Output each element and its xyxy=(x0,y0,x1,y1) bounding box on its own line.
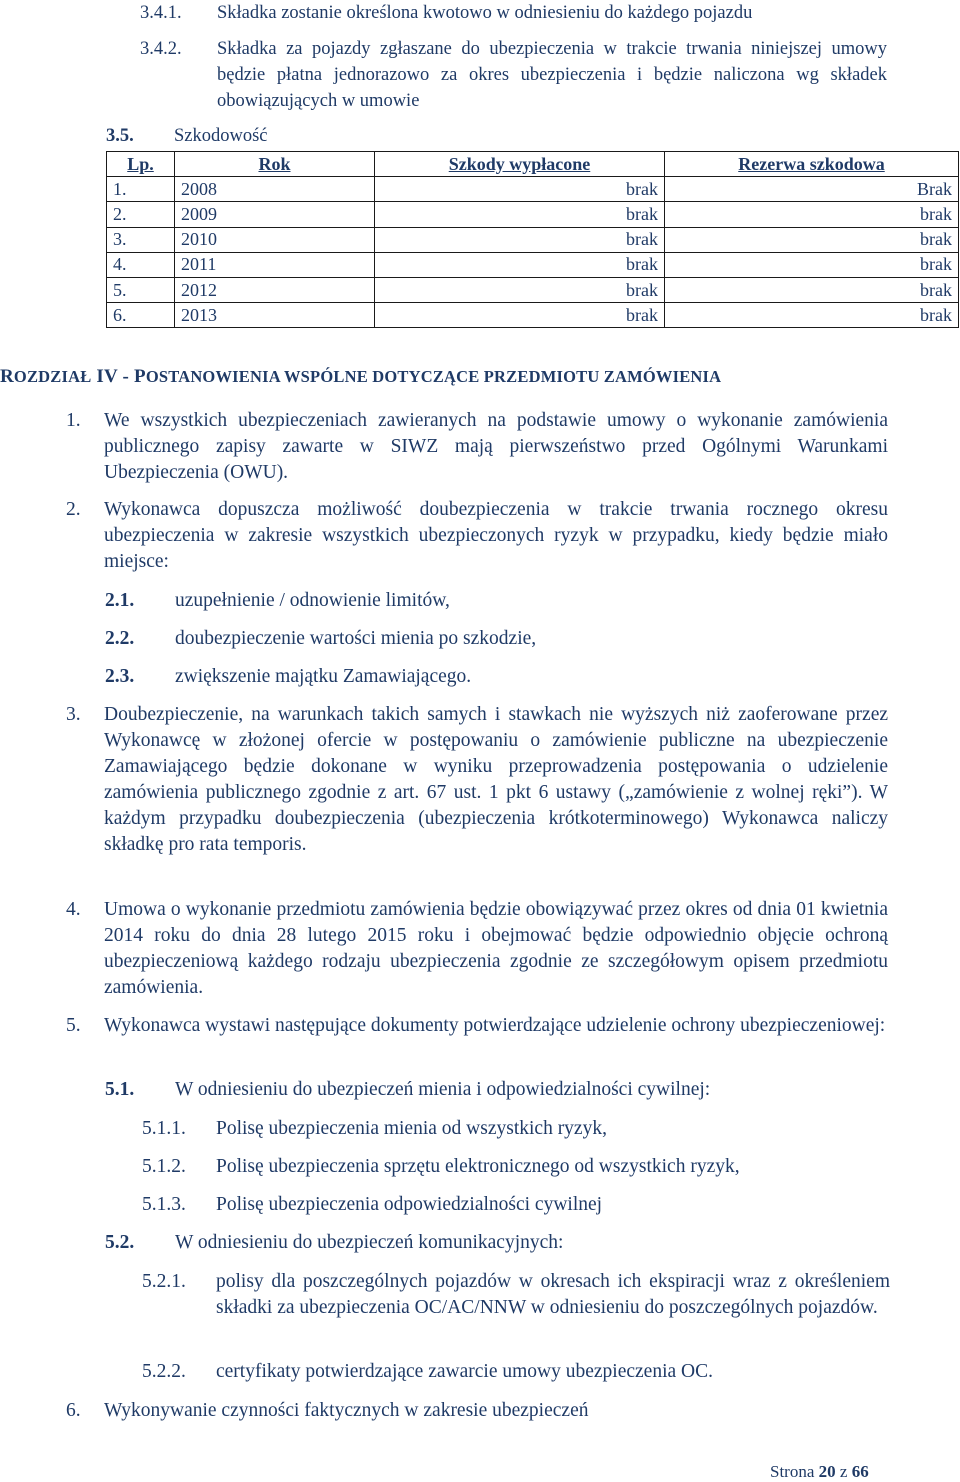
paragraph-text: Wykonawca wystawi następujące dokumenty potwierdzające udzielenie ochrony ubezpieczeniowej: xyxy=(104,1015,886,1036)
clause-3-4-2 xyxy=(140,36,960,116)
item-text: Polisę ubezpieczenia sprzętu elektronicznego od wszystkich ryzyk, xyxy=(216,1156,740,1177)
cell-paid: brak xyxy=(375,227,665,252)
cell-paid: brak xyxy=(375,277,665,302)
cell-paid: brak xyxy=(375,177,665,202)
item-number: 2.3. xyxy=(105,666,135,687)
paragraph-2 xyxy=(66,497,890,577)
paragraph-6 xyxy=(66,1398,890,1428)
cell-reserve: brak xyxy=(665,202,959,227)
paragraph-text: Wykonawca dopuszcza możliwość doubezpieczenia w trakcie trwania rocznego okresu ubezpieczenia w zakresie wszystkich ubezpieczonych ryzyk w przypadku, kiedy będzie miało miejsce: xyxy=(104,499,888,572)
current-page: 20 xyxy=(818,1462,836,1481)
item-number: 5.2.2. xyxy=(142,1361,186,1382)
paragraph-text: Umowa o wykonanie przedmiotu zamówienia będzie obowiązywać przez okres od dnia 01 kwietnia 2014 roku do dnia 28 lutego 2015 roku i obejmować będzie odpowiednio objęcie ochroną ubezpieczeniową każdego rodzaju ubezpieczenia zgodnie ze szczegółowym opisem przedmiotu zamówienia. xyxy=(104,899,888,998)
item-number: 5.2.1. xyxy=(142,1271,186,1292)
cell-lp: 1. xyxy=(107,177,175,202)
table-row xyxy=(107,252,959,277)
cell-lp: 6. xyxy=(107,303,175,328)
header-year: Rok xyxy=(175,152,375,177)
cell-year: 2009 xyxy=(175,202,375,227)
cell-paid: brak xyxy=(375,303,665,328)
paragraph-5 xyxy=(66,1013,890,1069)
clause-text: Składka za pojazdy zgłaszane do ubezpieczenia w trakcie trwania niniejszej umowy będzie płatna jednorazowo za okres ubezpieczenia i będzie naliczona wg składek obowiązujących w umowie xyxy=(217,39,887,111)
item-text: W odniesieniu do ubezpieczeń mienia i odpowiedzialności cywilnej: xyxy=(175,1079,711,1100)
item-text: W odniesieniu do ubezpieczeń komunikacyjnych: xyxy=(175,1232,564,1253)
section-number: 3.5. xyxy=(106,126,134,146)
item-number: 5.1.2. xyxy=(142,1156,186,1177)
cell-lp: 4. xyxy=(107,252,175,277)
header-paid-claims: Szkody wypłacone xyxy=(375,152,665,177)
header-claims-reserve: Rezerwa szkodowa xyxy=(665,152,959,177)
item-number: 5.2. xyxy=(105,1232,135,1253)
cell-year: 2010 xyxy=(175,227,375,252)
table-header-row xyxy=(107,152,959,177)
cell-year: 2012 xyxy=(175,277,375,302)
item-number: 5.1.3. xyxy=(142,1194,186,1215)
clause-text: Składka zostanie określona kwotowo w odniesieniu do każdego pojazdu xyxy=(217,3,753,23)
paragraph-number: 5. xyxy=(66,1015,81,1036)
section-3-5-heading xyxy=(106,126,268,147)
table-row xyxy=(107,202,959,227)
cell-lp: 3. xyxy=(107,227,175,252)
item-text: Polisę ubezpieczenia odpowiedzialności cywilnej xyxy=(216,1194,603,1215)
item-number: 2.1. xyxy=(105,590,135,611)
paragraph-number: 2. xyxy=(66,499,81,520)
item-text: Polisę ubezpieczenia mienia od wszystkich ryzyk, xyxy=(216,1118,607,1139)
cell-reserve: Brak xyxy=(665,177,959,202)
item-text: zwiększenie majątku Zamawiającego. xyxy=(175,666,472,687)
paragraph-4 xyxy=(66,897,890,1007)
cell-reserve: brak xyxy=(665,227,959,252)
item-text: uzupełnienie / odnowienie limitów, xyxy=(175,590,450,611)
paragraph-text: Doubezpieczenie, na warunkach takich samych i stawkach nie wyższych niż zaoferowane przez Wykonawcę w złożonej ofercie w postępowaniu o zamówienie publiczne na ubezpieczenie Zamawiającego będzie dokonane w wyniku przeprowadzenia postępowania o udzielenie zamówienia publicznego zgodnie z art. 67 ust. 1 pkt 6 ustawy („zamówienie z wolnej ręki”). W każdym przypadku doubezpieczenia (ubezpieczenia krótkoterminowego) Wykonawca naliczy składkę pro rata temporis. xyxy=(104,704,888,855)
table-row xyxy=(107,227,959,252)
cell-year: 2011 xyxy=(175,252,375,277)
table-row xyxy=(107,177,959,202)
paragraph-text: We wszystkich ubezpieczeniach zawieranych na podstawie umowy o wykonanie zamówienia publicznego zapisy zawarte w SIWZ mają pierwszeństwo przed Ogólnymi Warunkami Ubezpieczenia (OWU). xyxy=(104,410,888,483)
cell-reserve: brak xyxy=(665,303,959,328)
cell-paid: brak xyxy=(375,202,665,227)
paragraph-1 xyxy=(66,408,890,488)
clause-number: 3.4.2. xyxy=(140,39,182,59)
section-label: Szkodowość xyxy=(174,126,268,146)
total-pages: 66 xyxy=(851,1462,869,1481)
paragraph-number: 4. xyxy=(66,899,81,920)
clause-number: 3.4.1. xyxy=(140,3,182,23)
claims-history-table xyxy=(106,151,959,328)
item-number: 5.1. xyxy=(105,1079,135,1100)
cell-reserve: brak xyxy=(665,252,959,277)
item-text: doubezpieczenie wartości mienia po szkodzie, xyxy=(175,628,537,649)
table-row xyxy=(107,277,959,302)
cell-year: 2008 xyxy=(175,177,375,202)
list-item xyxy=(142,1269,890,1349)
item-number: 5.1.1. xyxy=(142,1118,186,1139)
item-text: certyfikaty potwierdzające zawarcie umowy ubezpieczenia OC. xyxy=(216,1361,713,1382)
table-row xyxy=(107,303,959,328)
item-number: 2.2. xyxy=(105,628,135,649)
item-text: polisy dla poszczególnych pojazdów w okresach ich ekspiracji wraz z określeniem składki za ubezpieczenia OC/AC/NNW w odniesieniu do poszczególnych pojazdów. xyxy=(216,1271,890,1318)
paragraph-text: Wykonywanie czynności faktycznych w zakresie ubezpieczeń xyxy=(104,1400,589,1421)
page-footer: Strona 20 z 66 xyxy=(770,1462,869,1481)
chapter-heading: ROZDZIAŁ IV - POSTANOWIENIA WSPÓLNE DOTYCZĄCE PRZEDMIOTU ZAMÓWIENIA xyxy=(0,366,722,387)
paragraph-number: 3. xyxy=(66,704,81,725)
cell-year: 2013 xyxy=(175,303,375,328)
clause-3-4-1 xyxy=(140,0,960,26)
paragraph-number: 1. xyxy=(66,410,81,431)
header-lp: Lp. xyxy=(107,152,175,177)
cell-reserve: brak xyxy=(665,277,959,302)
cell-lp: 2. xyxy=(107,202,175,227)
paragraph-number: 6. xyxy=(66,1400,81,1421)
paragraph-3 xyxy=(66,702,890,892)
cell-lp: 5. xyxy=(107,277,175,302)
cell-paid: brak xyxy=(375,252,665,277)
